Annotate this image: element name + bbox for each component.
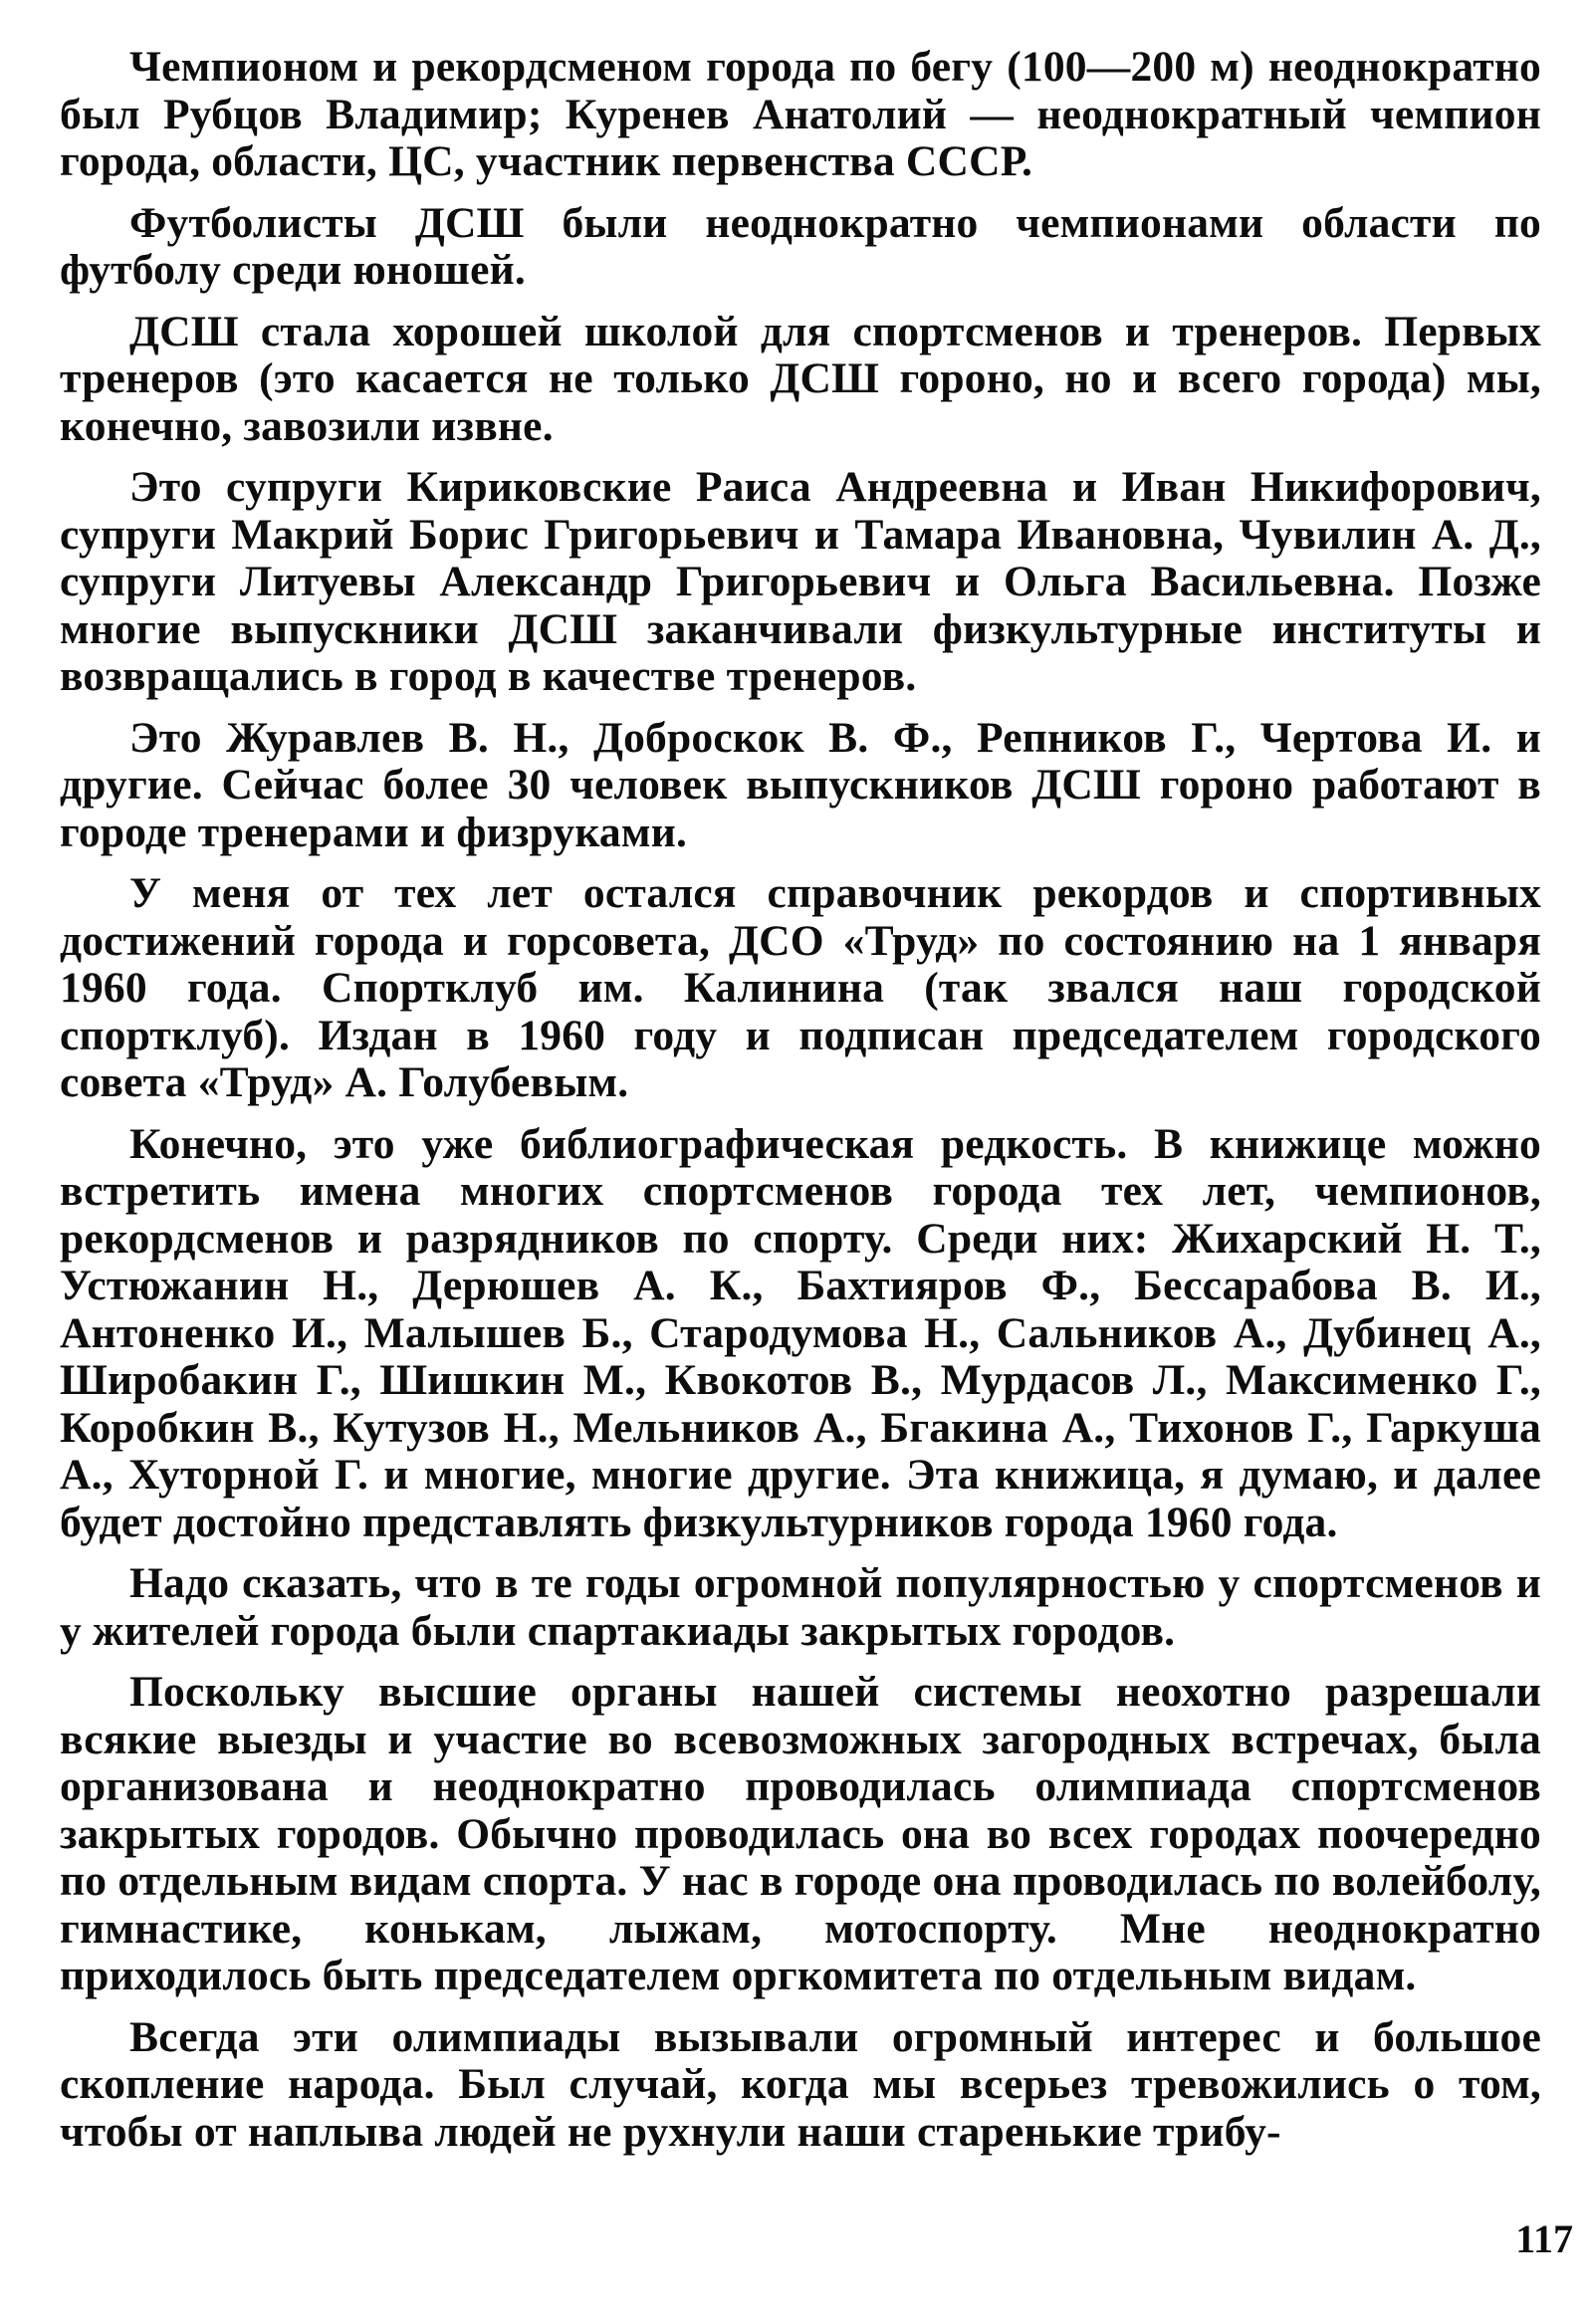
- paragraph-4: Это супруги Кириковские Раиса Андреевна и Иван Никифорович, супруги Макрий Борис Григорьевич и Тамара Ивановна, Чувилин А. Д., супруги Литуевы Александр Григорьевич и Ольга Васильевна. Позже многие выпускники ДСШ заканчивали физкультурные институты и возвращались в город в качестве тренеров.: [60, 463, 1541, 700]
- paragraph-1: Чемпионом и рекордсменом города по бегу (100—200 м) неоднократно был Рубцов Владимир; Куренев Анатолий — неоднократный чемпион города, области, ЦС, участник первенства СССР.: [60, 43, 1541, 185]
- page-number: 117: [1515, 2216, 1573, 2261]
- paragraph-8: Надо сказать, что в те годы огромной популярностью у спортсменов и у жителей города были спартакиады закрытых городов.: [60, 1559, 1541, 1655]
- paragraph-7: Конечно, это уже библиографическая редкость. В книжице можно встретить имена многих спортсменов города тех лет, чемпионов, рекордсменов и разрядников по спорту. Среди них: Жихарский Н. Т., Устюжанин Н., Дерюшев А. К., Бахтияров Ф., Бессарабова В. И., Антоненко И., Малышев Б., Стародумова Н., Сальников А., Дубинец А., Широбакин Г., Шишкин М., Квокотов В., Мурдасов Л., Максименко Г., Коробкин В., Кутузов Н., Мельников А., Бгакина А., Тихонов Г., Гаркуша А., Хуторной Г. и многие, многие другие. Эта книжица, я думаю, и далее будет достойно представлять физкультурников города 1960 года.: [60, 1119, 1541, 1546]
- paragraph-6: У меня от тех лет остался справочник рекордов и спортивных достижений города и горсовета, ДСО «Труд» по состоянию на 1 января 1960 года. Спортклуб им. Калинина (так звался наш городской спортклуб). Издан в 1960 году и подписан председателем городского совета «Труд» А. Голубевым.: [60, 869, 1541, 1106]
- paragraph-5: Это Журавлев В. Н., Доброскок В. Ф., Репников Г., Чертова И. и другие. Сейчас более 30 человек выпускников ДСШ гороно работают в городе тренерами и физруками.: [60, 713, 1541, 856]
- paragraph-10: Всегда эти олимпиады вызывали огромный интерес и большое скопление народа. Был случай, когда мы всерьез тревожились о том, чтобы от наплыва людей не рухнули наши старенькие трибу-: [60, 2012, 1541, 2156]
- paragraph-9: Поскольку высшие органы нашей системы неохотно разрешали всякие выезды и участие во всевозможных загородных встречах, была организована и неоднократно проводилась олимпиада спортсменов закрытых городов. Обычно проводилась она во всех городах поочередно по отдельным видам спорта. У нас в городе она проводилась по волейболу, гимнастике, конькам, лыжам, мотоспорту. Мне неоднократно приходилось быть председателем оргкомитета по отдельным видам.: [60, 1668, 1541, 1999]
- book-page: [60, 44, 1541, 2284]
- paragraph-2: Футболисты ДСШ были неоднократно чемпионами области по футболу среди юношей.: [60, 198, 1541, 294]
- paragraph-3: ДСШ стала хорошей школой для спортсменов и тренеров. Первых тренеров (это касается не только ДСШ гороно, но и всего города) мы, конечно, завозили извне.: [60, 307, 1541, 450]
